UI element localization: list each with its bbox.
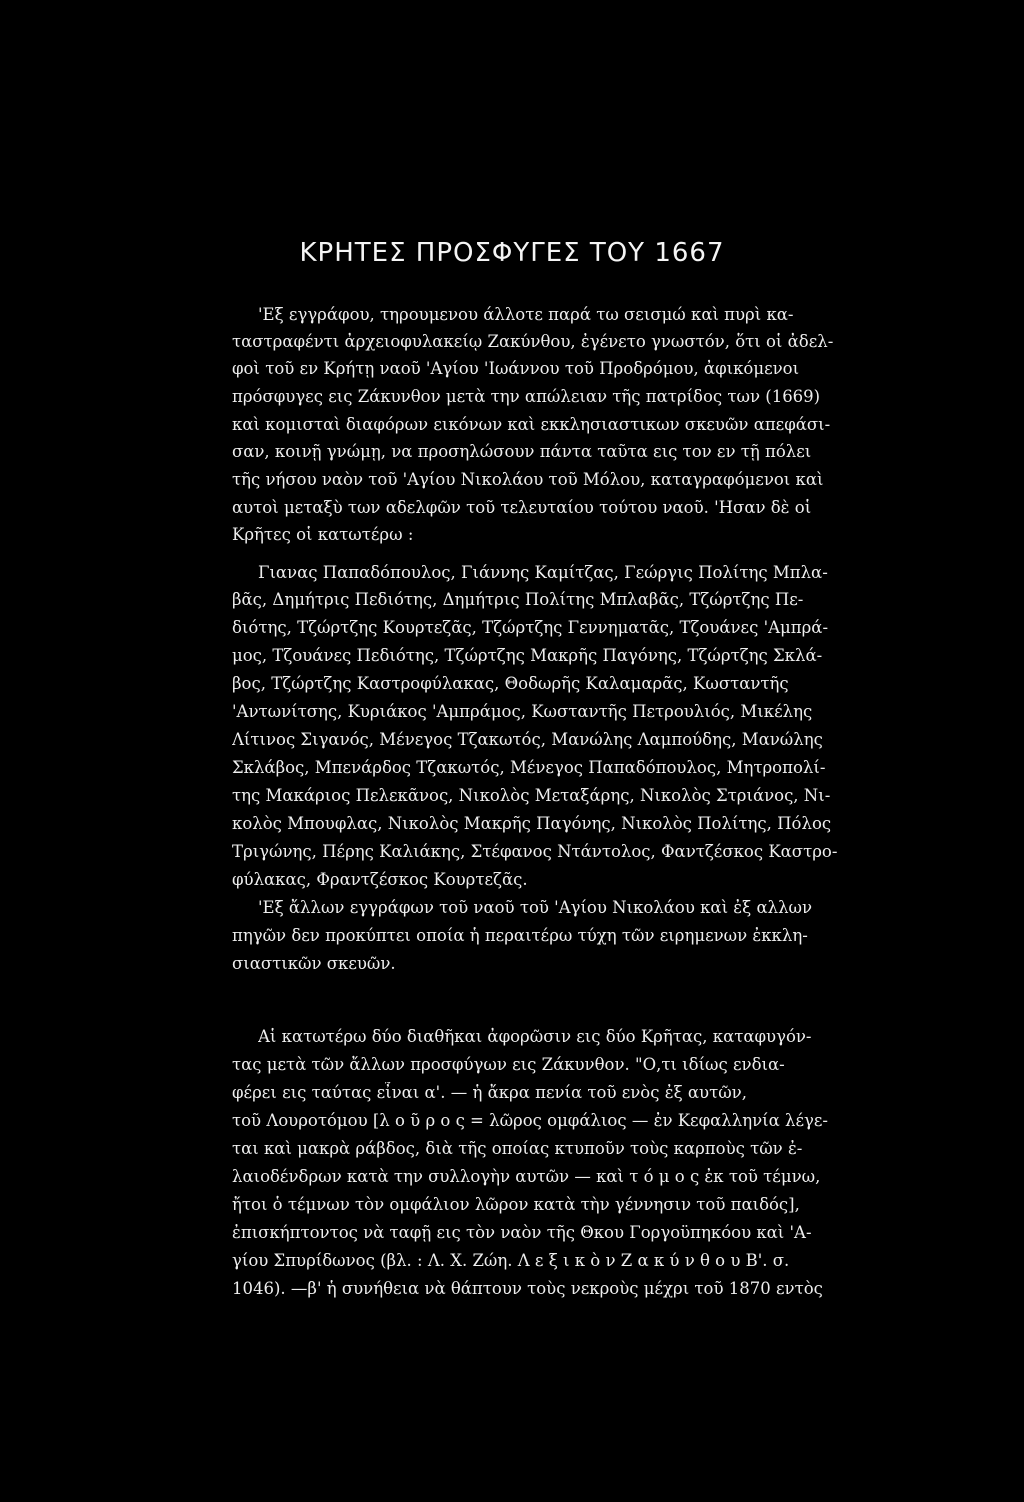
names-line: Γιανας Παπαδόπουλος, Γιάννης Καμίτζας, Γεώργις Πολίτης Μπλα- xyxy=(258,563,828,582)
paragraph-line: καὶ κομισταὶ διαφόρων εικόνων καὶ εκκλησιαστικων σκευῶν απεφάσι- xyxy=(232,415,831,434)
paragraph-line: φέρει εις ταύτας εἶναι α'. — ἡ ἄκρα πενία τοῦ ενὸς ἐξ αυτῶν, xyxy=(232,1083,747,1102)
paragraph-line: σιαστικῶν σκευῶν. xyxy=(232,954,396,973)
paragraph-line: 'Εξ εγγράφου, τηρουμενου άλλοτε παρά τω σεισμώ καὶ πυρὶ κα- xyxy=(258,305,794,324)
paragraph-line: Αἱ κατωτέρω δύο διαθῆκαι ἀφορῶσιν εις δύο Κρῆτας, καταφυγόν- xyxy=(258,1027,812,1046)
paragraph-line: γίου Σπυρίδωνος (βλ. : Λ. Χ. Ζώη. Λ ε ξ ι κ ὸ ν Ζ α κ ύ ν θ ο υ Β'. σ. xyxy=(232,1251,790,1270)
paragraph-line: 1046). —β' ἡ συνήθεια νὰ θάπτουν τοὺς νεκροὺς μέχρι τοῦ 1870 εντὸς xyxy=(232,1279,823,1298)
paragraph-line: ἤτοι ὁ τέμνων τὸν ομφάλιον λῶρον κατὰ τὴν γέννησιν τοῦ παιδός], xyxy=(232,1195,800,1214)
names-line: μος, Τζουάνες Πεδιότης, Τζώρτζης Μακρῆς Παγόνης, Τζώρτζης Σκλά- xyxy=(232,646,823,665)
paragraph-line: τοῦ Λουροτόμου [λ ο ῦ ρ ο ς = λῶρος ομφάλιος — ἐν Κεφαλληνία λέγε- xyxy=(232,1111,828,1130)
paragraph-line: αυτοὶ μεταξὺ των αδελφῶν τοῦ τελευταίου τούτου ναοῦ. 'Ησαν δὲ οἱ xyxy=(232,498,812,517)
paragraph-line: 'Εξ ἄλλων εγγράφων τοῦ ναοῦ τοῦ 'Αγίου Νικολάου καὶ ἐξ αλλων xyxy=(258,898,813,917)
paragraph-line: φοὶ τοῦ εν Κρήτῃ ναοῦ 'Αγίου 'Ιωάννου τοῦ Προδρόμου, ἀφικόμενοι xyxy=(232,359,800,378)
paragraph-line: τας μετὰ τῶν ἄλλων προσφύγων εις Ζάκυνθον. "Ο,τι ιδίως ενδια- xyxy=(232,1055,785,1074)
paragraph-line: τῆς νήσου ναὸν τοῦ 'Αγίου Νικολάου τοῦ Μόλου, καταγραφόμενοι καὶ xyxy=(232,470,824,489)
names-line: φύλακας, Φραντζέσκος Κουρτεζᾶς. xyxy=(232,870,528,889)
names-line: Σκλάβος, Μπενάρδος Τζακωτός, Μένεγος Παπαδόπουλος, Μητροπολί- xyxy=(232,758,826,777)
names-line: Τριγώνης, Πέρης Καλιάκης, Στέφανος Ντάντολος, Φαντζέσκος Καστρο- xyxy=(232,842,838,861)
paragraph-line: σαν, κοινῇ γνώμῃ, να προσηλώσουν πάντα ταῦτα εις τον εν τῇ πόλει xyxy=(232,442,812,461)
paragraph-line: πρόσφυγες εις Ζάκυνθον μετὰ την απώλειαν τῆς πατρίδος των (1669) xyxy=(232,387,821,406)
page-title: ΚΡΗΤΕΣ ΠΡΟΣΦΥΓΕΣ ΤΟΥ 1667 xyxy=(299,238,725,268)
names-line: Λίτινος Σιγανός, Μένεγος Τζακωτός, Μανώλης Λαμπούδης, Μανώλης xyxy=(232,730,823,749)
paragraph-line: λαιοδένδρων κατὰ την συλλογὴν αυτῶν — καὶ τ ό μ ο ς ἐκ τοῦ τέμνω, xyxy=(232,1167,821,1186)
paragraph-line: Κρῆτες οἱ κατωτέρω : xyxy=(232,525,414,544)
paragraph-line: ται καὶ μακρὰ ράβδος, διὰ τῆς οποίας κτυποῦν τοὺς καρποὺς τῶν ἐ- xyxy=(232,1139,803,1158)
names-line: διότης, Τζώρτζης Κουρτεζᾶς, Τζώρτζης Γεννηματᾶς, Τζουάνες 'Αμπρά- xyxy=(232,618,829,637)
paragraph-line: ἐπισκήπτοντος νὰ ταφῇ εις τὸν ναὸν τῆς Θκου Γοργοϋπηκόου καὶ 'Α- xyxy=(232,1223,812,1242)
paragraph-line: ταστραφέντι ἀρχειοφυλακείῳ Ζακύνθου, ἐγένετο γνωστόν, ὅτι οἱ ἀδελ- xyxy=(232,332,834,351)
names-line: κολὸς Μπουφλας, Νικολὸς Μακρῆς Παγόνης, Νικολὸς Πολίτης, Πόλος xyxy=(232,814,832,833)
names-line: 'Αντωνίτσης, Κυριάκος 'Αμπράμος, Κωσταντῆς Πετρουλιός, Μικέλης xyxy=(232,702,813,721)
paragraph-line: πηγῶν δεν προκύπτει οποία ἡ περαιτέρω τύχη τῶν ειρημενων ἐκκλη- xyxy=(232,926,808,945)
names-line: βᾶς, Δημήτρις Πεδιότης, Δημήτρις Πολίτης Μπλαβᾶς, Τζώρτζης Πε- xyxy=(232,590,804,609)
names-line: βος, Τζώρτζης Καστροφύλακας, Θοδωρῆς Καλαμαρᾶς, Κωσταντῆς xyxy=(232,674,789,693)
names-line: της Μακάριος Πελεκᾶνος, Νικολὸς Μεταξάρης, Νικολὸς Στριάνος, Νι- xyxy=(232,786,831,805)
